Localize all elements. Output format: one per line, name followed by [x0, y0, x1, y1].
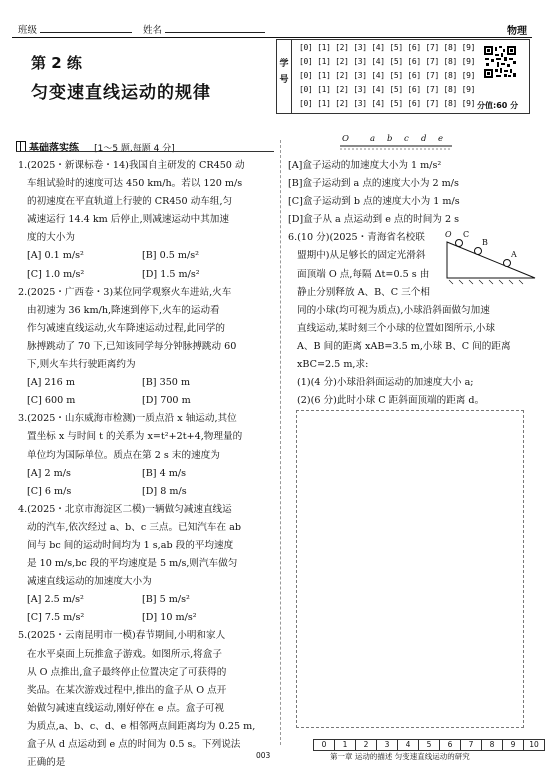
- point-label-d: d: [421, 134, 427, 144]
- page-number: 003: [256, 751, 271, 760]
- question-line: 为质点,a、b、c、d、e 相邻两点间距离均为 0.25 m,: [27, 720, 256, 732]
- option-c[interactable]: [C]盒子运动到 b 点的速度大小为 1 m/s: [288, 196, 460, 208]
- answer-area[interactable]: [296, 410, 524, 728]
- progress-cell[interactable]: 4: [398, 740, 419, 750]
- xuehao-char-2: 号: [279, 75, 289, 85]
- question-line: 从 O 点推出,盒子最终停止位置决定了可获得的: [27, 666, 227, 678]
- incline-diagram: [445, 230, 537, 285]
- figure-track: [340, 134, 460, 154]
- question-line: 置坐标 x 与时间 t 的关系为 x=t²+2t+4,物理量的: [27, 431, 243, 443]
- section-title: 基础落实练: [29, 143, 79, 154]
- progress-cell[interactable]: 7: [461, 740, 482, 750]
- question-line: 脉搏跳动了 70 下,已知该同学每分钟脉搏跳动 60: [27, 340, 237, 352]
- question-line: 始做匀减速直线运动,刚好停在 e 点。盒子可视: [27, 702, 225, 714]
- point-label-o: O: [342, 134, 349, 144]
- score-label: 分值:60 分: [477, 101, 519, 110]
- option-a[interactable]: [A] 2.5 m/s²: [27, 594, 84, 606]
- exercise-number: 第 2 练: [31, 54, 82, 72]
- progress-cell[interactable]: 8: [482, 740, 503, 750]
- column-divider: [280, 140, 281, 745]
- id-bubble-row[interactable]: [0] [1] [2] [3] [4] [5] [6] [7] [8] [9]: [299, 99, 476, 108]
- question-line: 下,则火车共行驶距离约为: [27, 359, 136, 371]
- progress-cell[interactable]: 9: [503, 740, 524, 750]
- question-line: 盟期中)从足够长的固定光滑斜: [297, 250, 426, 262]
- class-field[interactable]: [40, 22, 132, 33]
- question-line: 车组试验时的速度可达 450 km/h。若以 120 m/s: [27, 178, 243, 190]
- chapter-footer: 第一章 运动的描述 匀变速直线运动的研究: [330, 752, 470, 761]
- question-line: 5.(2025・云南昆明市一模)春节期间,小明和家人: [18, 630, 226, 642]
- incline-figure: [445, 230, 537, 285]
- left-column: [18, 157, 276, 772]
- question-line: 由初速为 36 km/h,降速到停下,火车的运动看: [27, 304, 220, 316]
- option-d[interactable]: [D]盒子从 a 点运动到 e 点的时间为 2 s: [288, 214, 460, 226]
- progress-cell[interactable]: 5: [419, 740, 440, 750]
- question-line: 3.(2025・山东威海市检测)一质点沿 x 轴运动,其位: [18, 413, 237, 425]
- question-line: 盒子从 d 点运动到 e 点的时间为 0.5 s。下列说法: [27, 739, 241, 750]
- question-line: 同的小球(均可视为质点),小球沿斜面做匀加速: [297, 304, 490, 316]
- option-b[interactable]: [B] 0.5 m/s²: [142, 250, 199, 262]
- question-line: 4.(2025・北京市海淀区二模)一辆做匀减速直线运: [18, 503, 232, 515]
- progress-cell[interactable]: 0: [314, 740, 335, 750]
- option-d[interactable]: [D] 1.5 m/s²: [142, 268, 200, 280]
- question-line: 直线运动,某时刻三个小球的位置如图所示,小球: [297, 322, 495, 334]
- header-rule: [12, 37, 532, 38]
- question-line: xBC=2.5 m,求:: [297, 359, 369, 371]
- section-header: [16, 136, 175, 155]
- question-line: (1)(4 分)小球沿斜面运动的加速度大小 a;: [297, 377, 474, 389]
- progress-cell[interactable]: 3: [377, 740, 398, 750]
- question-line: 2.(2025・广西卷・3)某位同学观察火车进站,火车: [18, 286, 232, 298]
- question-line: (2)(6 分)此时小球 C 距斜面顶端的距离 d。: [297, 395, 485, 407]
- section-note: [1～5 题,每题 4 分]: [94, 144, 175, 154]
- student-id-card: [276, 39, 530, 114]
- name-label: 姓名: [143, 25, 163, 36]
- option-a[interactable]: [A] 216 m: [27, 377, 75, 389]
- point-label-a: a: [370, 134, 376, 144]
- question-line: 是 10 m/s,bc 段的平均速度是 5 m/s,则汽车做匀: [27, 558, 238, 570]
- point-label-c: c: [404, 134, 409, 144]
- progress-cell[interactable]: 1: [335, 740, 356, 750]
- option-c[interactable]: [C] 600 m: [27, 395, 76, 407]
- option-c[interactable]: [C] 1.0 m/s²: [27, 268, 85, 280]
- option-b[interactable]: [B] 4 m/s: [142, 467, 186, 479]
- option-a[interactable]: [A] 2 m/s: [27, 467, 71, 479]
- option-b[interactable]: [B]盒子运动到 a 点的速度大小为 2 m/s: [288, 178, 459, 190]
- ball-label-a: A: [511, 250, 517, 259]
- id-bubble-row[interactable]: [0] [1] [2] [3] [4] [5] [6] [7] [8] [9]: [299, 71, 476, 80]
- id-bubble-row[interactable]: [0] [1] [2] [3] [4] [5] [6] [7] [8] [9]: [299, 43, 476, 52]
- question-line: 面顶端 O 点,每隔 Δt=0.5 s 由: [297, 268, 430, 280]
- question-line: 减速直线运动的加速度大小为: [27, 576, 152, 588]
- progress-grid: [313, 739, 545, 751]
- question-line: 静止分别释放 A、B、C 三个相: [297, 286, 430, 298]
- option-c[interactable]: [C] 7.5 m/s²: [27, 612, 85, 624]
- ball-label-b: B: [482, 238, 488, 247]
- section-rule: [16, 151, 274, 152]
- question-line: 间与 bc 间的运动时间均为 1 s,ab 段的平均速度: [27, 539, 234, 551]
- xuehao-cell: [277, 40, 292, 113]
- id-bubble-row[interactable]: [0] [1] [2] [3] [4] [5] [6] [7] [8] [9]: [299, 85, 476, 94]
- option-b[interactable]: [B] 350 m: [142, 377, 191, 389]
- option-c[interactable]: [C] 6 m/s: [27, 485, 72, 497]
- question-line: 度的大小为: [27, 232, 75, 244]
- incline-label-o: O: [445, 230, 452, 239]
- option-d[interactable]: [D] 700 m: [142, 395, 191, 407]
- question-line: 作匀减速直线运动,火车降速运动过程,此同学的: [27, 322, 225, 334]
- ball-label-c: C: [463, 230, 470, 239]
- question-line: 减速运行 14.4 km 后停止,则减速运动中其加速: [27, 214, 229, 226]
- id-bubble-row[interactable]: [0] [1] [2] [3] [4] [5] [6] [7] [8] [9]: [299, 57, 476, 66]
- progress-cell[interactable]: 10: [529, 740, 539, 749]
- question-line: 正确的是: [27, 757, 66, 769]
- qr-code-icon[interactable]: [483, 45, 517, 83]
- question-line: 1.(2025・新课标卷・14)我国自主研发的 CR450 动: [18, 160, 245, 171]
- point-label-e: e: [438, 134, 444, 144]
- question-line: 奖品。在某次游戏过程中,推出的盒子从 O 点开: [27, 684, 227, 696]
- progress-cell[interactable]: 2: [356, 740, 377, 750]
- progress-cell[interactable]: 6: [440, 740, 461, 750]
- question-line: A、B 间的距离 xAB=3.5 m,小球 B、C 间的距离: [297, 340, 511, 352]
- xuehao-char-1: 学: [279, 59, 289, 69]
- question-line: 动的汽车,依次经过 a、b、c 三点。已知汽车在 ab: [27, 521, 241, 533]
- point-label-b: b: [387, 134, 393, 144]
- class-label: 班级: [18, 25, 38, 36]
- option-a[interactable]: [A] 0.1 m/s²: [27, 250, 84, 262]
- question-line: 单位均为国际单位。质点在第 2 s 末的速度为: [27, 449, 220, 461]
- name-field[interactable]: [165, 22, 265, 33]
- question-line: 的初速度在平直轨道上行驶的 CR450 动车组,匀: [27, 196, 233, 208]
- option-b[interactable]: [B] 5 m/s²: [142, 594, 190, 606]
- option-a[interactable]: [A]盒子运动的加速度大小为 1 m/s²: [288, 160, 442, 171]
- page-title: 匀变速直线运动的规律: [31, 83, 211, 103]
- subject-label: 物理: [507, 26, 527, 37]
- question-line: 在水平桌面上玩推盒子游戏。如图所示,将盒子: [27, 648, 222, 660]
- question-line: 6.(10 分)(2025・青海省名校联: [288, 232, 425, 244]
- option-d[interactable]: [D] 8 m/s: [142, 485, 187, 497]
- option-d[interactable]: [D] 10 m/s²: [142, 612, 197, 624]
